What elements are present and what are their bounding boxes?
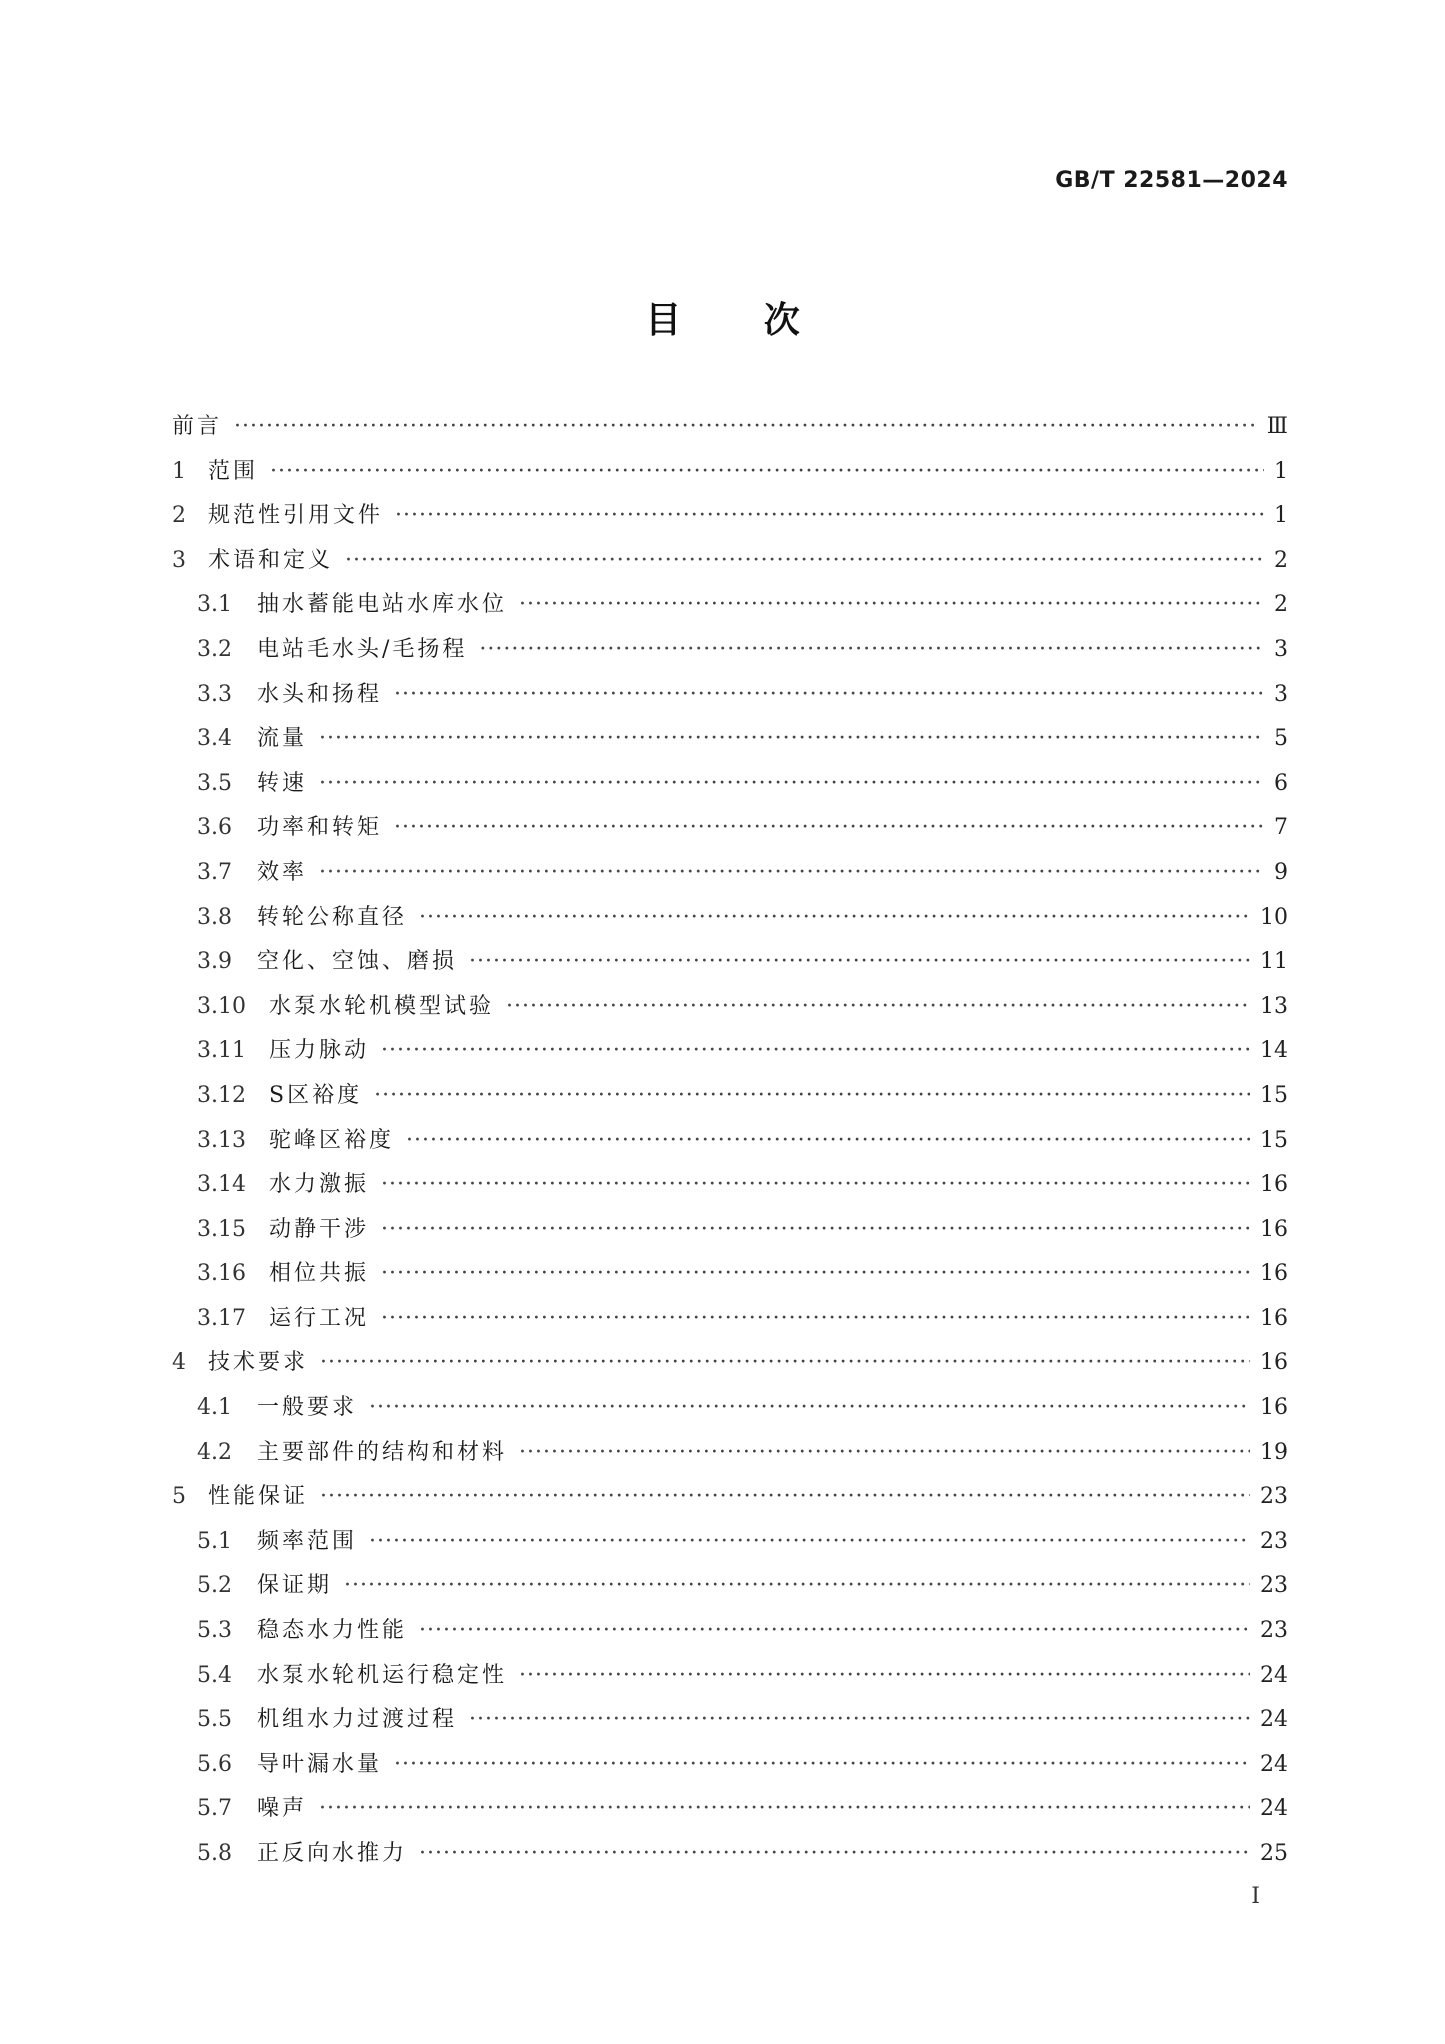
toc-entry-number: 3.10	[197, 993, 246, 1019]
toc-entry-label: 流量	[257, 726, 308, 752]
toc-dot-leader	[381, 1261, 1250, 1286]
toc-dot-leader	[319, 860, 1264, 885]
toc-entry-label: 导叶漏水量	[257, 1751, 383, 1777]
toc-entry-page: 15	[1260, 1082, 1288, 1108]
toc-entry-page: 14	[1260, 1038, 1288, 1064]
toc-entry-page: 24	[1260, 1751, 1288, 1777]
toc-entry-number: 5.6	[197, 1751, 232, 1777]
toc-entry-label: 水泵水轮机模型试验	[269, 993, 495, 1019]
toc-entry-number: 3.14	[197, 1172, 246, 1198]
toc-dot-leader	[369, 1529, 1250, 1554]
toc-entry[interactable]	[172, 1301, 1288, 1346]
toc-entry-number: 3.15	[197, 1216, 246, 1242]
toc-entry-label: 相位共振	[269, 1261, 370, 1287]
toc-entry[interactable]	[172, 1791, 1288, 1836]
toc-dot-leader	[374, 1083, 1250, 1108]
toc-entry[interactable]	[172, 1212, 1288, 1257]
toc-entry-label: 主要部件的结构和材料	[257, 1439, 508, 1465]
toc-entry-page: 23	[1260, 1484, 1288, 1510]
toc-entry-number: 3.7	[197, 859, 232, 885]
toc-entry-number: 3.4	[197, 726, 232, 752]
toc-entry[interactable]	[172, 1658, 1288, 1703]
toc-entry-label: 水泵水轮机运行稳定性	[257, 1662, 508, 1688]
toc-dot-leader	[519, 592, 1264, 617]
toc-entry[interactable]	[172, 1256, 1288, 1301]
toc-entry[interactable]	[172, 1836, 1288, 1881]
toc-entry-page: 16	[1260, 1350, 1288, 1376]
toc-dot-leader	[319, 726, 1264, 751]
toc-entry[interactable]	[172, 409, 1288, 454]
toc-entry-page: 1	[1274, 503, 1288, 529]
toc-entry-label: 术语和定义	[208, 547, 334, 573]
toc-dot-leader	[394, 1752, 1250, 1777]
toc-dot-leader	[419, 1841, 1250, 1866]
toc-entry-number: 5.3	[197, 1618, 232, 1644]
toc-entry-page: 16	[1260, 1305, 1288, 1331]
toc-entry-page: 7	[1274, 815, 1288, 841]
toc-dot-leader	[381, 1217, 1250, 1242]
toc-entry-page: 16	[1260, 1172, 1288, 1198]
toc-entry-number: 4.2	[197, 1439, 232, 1465]
toc-entry[interactable]	[172, 766, 1288, 811]
toc-entry-label: 压力脉动	[269, 1038, 370, 1064]
toc-entry[interactable]	[172, 944, 1288, 989]
toc-entry-page: 23	[1260, 1528, 1288, 1554]
toc-entry-number: 1	[172, 458, 186, 484]
toc-entry-page: 6	[1274, 770, 1288, 796]
toc-entry-number: 3.12	[197, 1082, 246, 1108]
toc-entry-number: 3.2	[197, 636, 232, 662]
toc-entry-page: 23	[1260, 1573, 1288, 1599]
toc-entry[interactable]	[172, 543, 1288, 588]
toc-entry-page: 23	[1260, 1618, 1288, 1644]
toc-entry-page: 25	[1260, 1841, 1288, 1866]
page-title: 目 次	[645, 300, 800, 341]
toc-entry[interactable]	[172, 1435, 1288, 1480]
toc-entry-page: 11	[1260, 949, 1288, 975]
toc-entry-label: 噪声	[257, 1796, 308, 1822]
toc-entry-label: 电站毛水头/毛扬程	[257, 636, 468, 662]
toc-entry-page: 2	[1274, 547, 1288, 573]
toc-entry-number: 3.9	[197, 949, 232, 975]
page-number: I	[1251, 1884, 1260, 1909]
toc-entry[interactable]	[172, 677, 1288, 722]
toc-entry[interactable]	[172, 1479, 1288, 1524]
toc-entry[interactable]	[172, 1123, 1288, 1168]
toc-dot-leader	[519, 1440, 1250, 1465]
toc-entry[interactable]	[172, 632, 1288, 677]
toc-dot-leader	[320, 1350, 1250, 1375]
toc-entry-label: 一般要求	[257, 1395, 358, 1421]
toc-entry-number: 3.11	[197, 1038, 246, 1064]
toc-entry-number: 3.3	[197, 681, 232, 707]
toc-entry-number: 3.16	[197, 1261, 246, 1287]
toc-entry-page: 19	[1260, 1439, 1288, 1465]
toc-entry-number: 5.5	[197, 1707, 232, 1733]
toc-entry-number: 2	[172, 503, 186, 529]
toc-entry-page: Ⅲ	[1266, 414, 1288, 439]
toc-entry-label: 水力激振	[269, 1172, 370, 1198]
toc-entry-label: 功率和转矩	[257, 815, 383, 841]
toc-entry[interactable]	[172, 1747, 1288, 1792]
toc-dot-leader	[394, 682, 1264, 707]
toc-entry[interactable]	[172, 855, 1288, 900]
toc-entry-label: 保证期	[257, 1573, 333, 1599]
toc-entry[interactable]	[172, 1568, 1288, 1613]
toc-entry-label: 转速	[257, 770, 308, 796]
toc-entry-number: 3.13	[197, 1127, 246, 1153]
toc-entry-page: 16	[1260, 1261, 1288, 1287]
toc-dot-leader	[381, 1306, 1250, 1331]
toc-entry-label: 前言	[172, 414, 223, 439]
toc-dot-leader	[381, 1172, 1250, 1197]
toc-dot-leader	[419, 1618, 1250, 1643]
toc-entry[interactable]	[172, 1033, 1288, 1078]
toc-dot-leader	[469, 1707, 1250, 1732]
toc-entry-label: 规范性引用文件	[208, 503, 384, 529]
toc-entry-number: 5	[172, 1484, 186, 1510]
toc-entry-label: 抽水蓄能电站水库水位	[257, 592, 508, 618]
toc-dot-leader	[270, 459, 1264, 484]
toc-entry-number: 5.8	[197, 1841, 232, 1866]
toc-entry-page: 9	[1274, 859, 1288, 885]
toc-dot-leader	[344, 1573, 1250, 1598]
toc-entry-label: 驼峰区裕度	[269, 1127, 395, 1153]
toc-entry[interactable]	[172, 1078, 1288, 1123]
toc-dot-leader	[419, 905, 1250, 930]
toc-dot-leader	[369, 1395, 1250, 1420]
toc-dot-leader	[479, 637, 1264, 662]
toc-entry-page: 3	[1274, 681, 1288, 707]
toc-entry-label: 动静干涉	[269, 1216, 370, 1242]
toc-entry-label: 空化、空蚀、磨损	[257, 949, 458, 975]
toc-entry[interactable]	[172, 1345, 1288, 1390]
toc-entry[interactable]	[172, 1524, 1288, 1569]
toc-entry-label: 转轮公称直径	[257, 904, 408, 930]
toc-entry-label: 频率范围	[257, 1528, 358, 1554]
toc-dot-leader	[395, 503, 1264, 528]
toc-entry-number: 3.1	[197, 592, 232, 618]
toc-entry-label: 性能保证	[208, 1484, 309, 1510]
toc-entry[interactable]	[172, 1390, 1288, 1435]
toc-entry-number: 5.1	[197, 1528, 232, 1554]
toc-entry[interactable]	[172, 1167, 1288, 1212]
toc-entry-page: 13	[1260, 993, 1288, 1019]
toc-entry[interactable]	[172, 810, 1288, 855]
toc-entry-page: 16	[1260, 1395, 1288, 1421]
toc-entry[interactable]	[172, 587, 1288, 632]
toc-entry-page: 16	[1260, 1216, 1288, 1242]
standard-code: GB/T 22581—2024	[1055, 168, 1288, 193]
toc-entry-page: 10	[1260, 904, 1288, 930]
toc-entry-label: 范围	[208, 458, 259, 484]
toc-dot-leader	[506, 994, 1250, 1019]
toc-entry-label: 运行工况	[269, 1305, 370, 1331]
toc-entry-label: 正反向水推力	[257, 1841, 408, 1866]
toc-entry[interactable]	[172, 1613, 1288, 1658]
toc-entry[interactable]	[172, 454, 1288, 499]
toc-entry-number: 3.17	[197, 1305, 246, 1331]
toc-entry-number: 4	[172, 1350, 186, 1376]
toc-entry-number: 5.2	[197, 1573, 232, 1599]
toc-entry-page: 15	[1260, 1127, 1288, 1153]
toc-entry-number: 5.4	[197, 1662, 232, 1688]
toc-dot-leader	[319, 771, 1264, 796]
toc-entry-number: 4.1	[197, 1395, 232, 1421]
toc-entry-number: 5.7	[197, 1796, 232, 1822]
toc-entry-label: 机组水力过渡过程	[257, 1707, 458, 1733]
toc-dot-leader	[394, 815, 1264, 840]
toc-dot-leader	[320, 1484, 1250, 1509]
toc-entry[interactable]	[172, 900, 1288, 945]
toc-entry-label: S区裕度	[269, 1082, 363, 1108]
toc-entry-page: 24	[1260, 1662, 1288, 1688]
toc-entry-label: 水头和扬程	[257, 681, 383, 707]
toc-entry-label: 技术要求	[208, 1350, 309, 1376]
toc-entry[interactable]	[172, 1702, 1288, 1747]
toc-dot-leader	[469, 949, 1250, 974]
toc-entry-page: 24	[1260, 1796, 1288, 1822]
toc-entry[interactable]	[172, 721, 1288, 766]
toc-entry-page: 3	[1274, 636, 1288, 662]
toc-dot-leader	[406, 1128, 1250, 1153]
toc-entry[interactable]	[172, 498, 1288, 543]
toc-entry-number: 3.8	[197, 904, 232, 930]
toc-entry[interactable]	[172, 989, 1288, 1034]
toc-entry-number: 3.5	[197, 770, 232, 796]
toc-entry-page: 2	[1274, 592, 1288, 618]
toc-entry-page: 24	[1260, 1707, 1288, 1733]
toc-entry-page: 1	[1274, 458, 1288, 484]
toc-entry-page: 5	[1274, 726, 1288, 752]
toc-entry-label: 稳态水力性能	[257, 1618, 408, 1644]
toc-dot-leader	[345, 548, 1264, 573]
toc-entry-number: 3	[172, 547, 186, 573]
toc-dot-leader	[319, 1796, 1250, 1821]
toc-dot-leader	[519, 1663, 1250, 1688]
toc-dot-leader	[381, 1038, 1250, 1063]
toc-entry-number: 3.6	[197, 815, 232, 841]
toc-dot-leader	[234, 414, 1257, 439]
table-of-contents	[172, 409, 1288, 1881]
toc-entry-label: 效率	[257, 859, 308, 885]
